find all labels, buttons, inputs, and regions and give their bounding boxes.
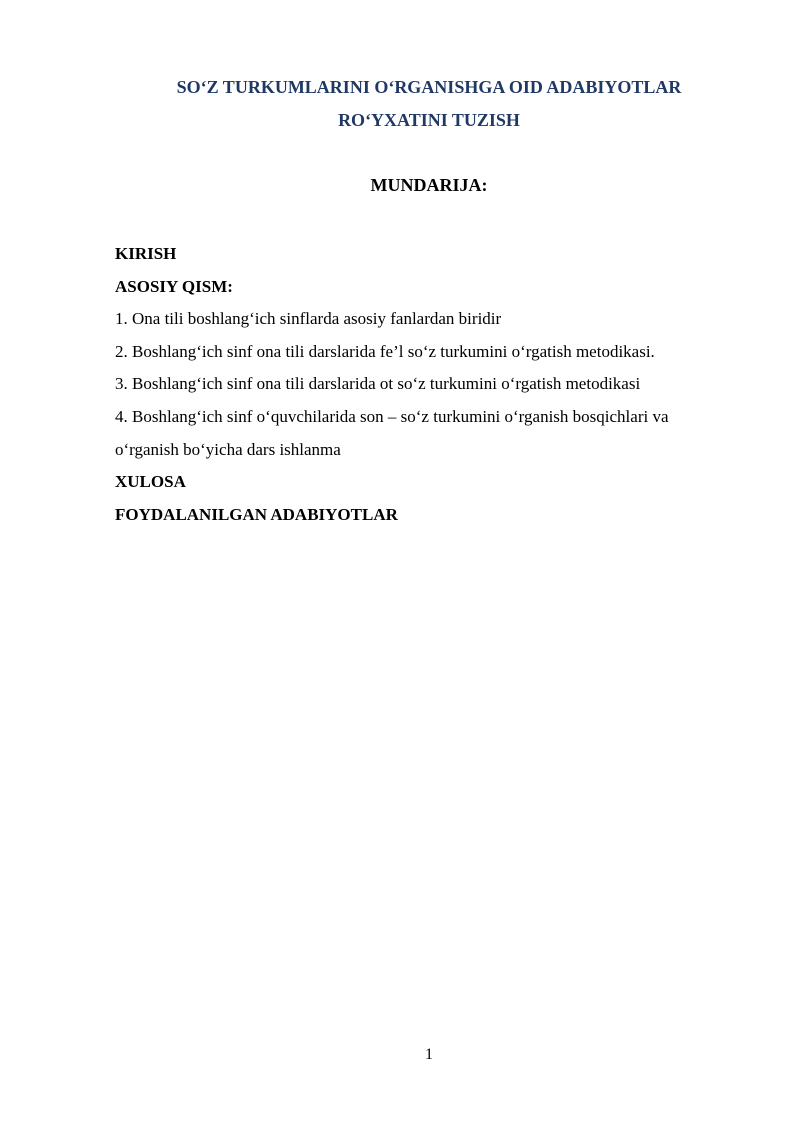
toc-entry-item-3: 3. Boshlang‘ich sinf ona tili darslarida ot so‘z turkumini o‘rgatish metodikasi xyxy=(115,374,641,394)
page-number: 1 xyxy=(425,1046,433,1063)
toc-entry-intro: KIRISH xyxy=(115,244,177,263)
toc-entry-conclusion: XULOSA xyxy=(115,472,186,492)
contents-heading: MUNDARIJA: xyxy=(370,175,488,195)
document-title-line-2: RO‘YXATINI TUZISH xyxy=(338,110,520,130)
toc-entry-main-part: ASOSIY QISM: xyxy=(115,276,233,296)
toc-entry-references: FOYDALANILGAN ADABIYOTLAR xyxy=(115,504,398,524)
toc-entry-item-4-continued: o‘rganish bo‘yicha dars ishlanma xyxy=(115,439,341,459)
toc-entry-item-4: 4. Boshlang‘ich sinf o‘quvchilarida son – so‘z turkumini o‘rganish bosqichlari va xyxy=(115,406,669,426)
toc-entry-item-1: 1. Ona tili boshlang‘ich sinflarda asosiy fanlardan biridir xyxy=(115,309,502,329)
toc-entry-item-2: 2. Boshlang‘ich sinf ona tili darslarida fe’l so‘z turkumini o‘rgatish metodikasi. xyxy=(115,341,655,361)
table-of-contents xyxy=(115,238,735,531)
document-title-line-1: SO‘Z TURKUMLARINI O‘RGANISHGA OID ADABIYOTLAR xyxy=(176,77,682,97)
